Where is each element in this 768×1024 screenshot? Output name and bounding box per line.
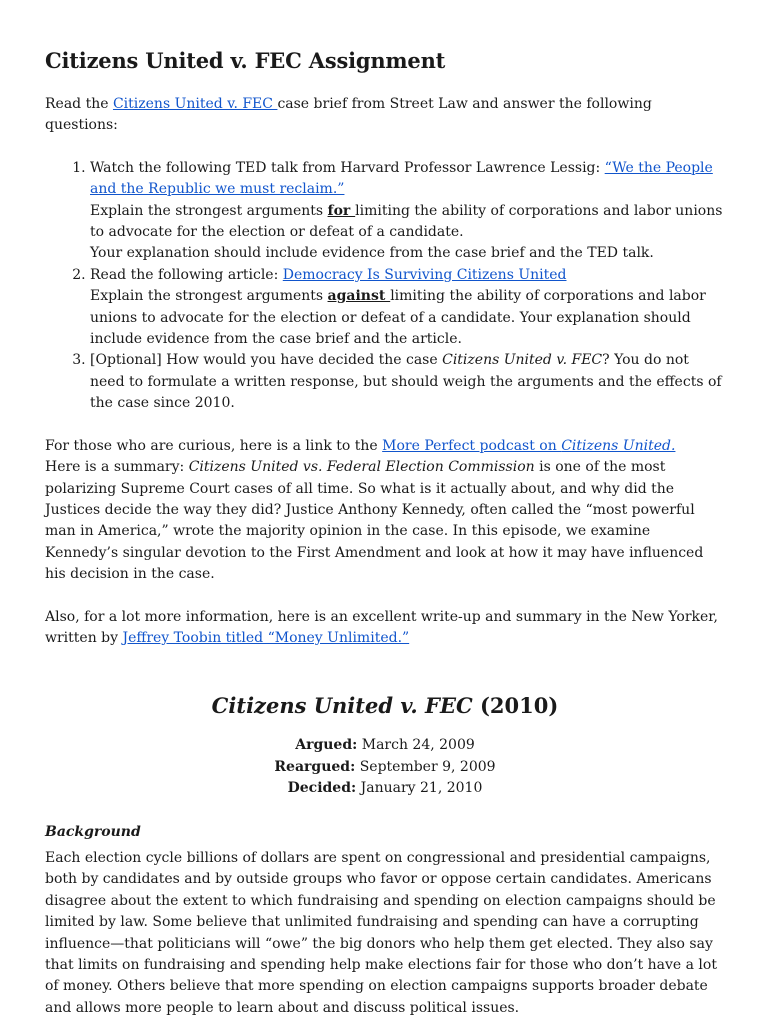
- decided-date: Decided: January 21, 2010: [287, 780, 483, 797]
- new-yorker-link[interactable]: Jeffrey Toobin titled “Money Unlimited.”: [122, 629, 410, 646]
- article-link[interactable]: Democracy Is Surviving Citizens United: [282, 266, 567, 283]
- new-yorker-paragraph: Also, for a lot more information, here is an excellent write-up and summary in the New Yorker, written by Jeffrey Toobin titled “Money Unlimited.”: [45, 608, 718, 646]
- argued-date: Argued: March 24, 2009: [295, 737, 475, 754]
- case-title: Citizens United v. FEC (2010): [211, 693, 559, 719]
- background-text: Each election cycle billions of dollars are spent on congressional and presidential campaigns, both by candidates and by outside groups who favor or oppose certain candidates. Americans disagree about the extent to which fundraising and spending on election campaigns should be limited by law. Some believe that unlimited fundraising and spending can have a corrupting influence—that politicians will “owe” the big donors who help them get elected. They also say that limits on fundraising and spending help make elections fair for those who don’t have a lot of money. Others believe that more spending on election campaigns supports broader debate and allows more people to learn about and discuss political issues.: [45, 849, 717, 1016]
- question-item-3: 3. [Optional] How would you have decided the case Citizens United v. FEC? You do not need to formulate a written response, but should weigh the arguments and the effects of the case since 2010.: [90, 350, 725, 414]
- curious-paragraph: For those who are curious, here is a link to the More Perfect podcast on Citizens United. Here is a summary: Citizens United vs. Federal Election Commission is one of the most polarizing Supreme Court cases of all time. So what is it actually about, and why did the Justices decide the way they did? Justice Anthony Kennedy, often called the “most powerful man in America,” wrote the majority opinion in the case. In this episode, we examine Kennedy’s singular devotion to the First Amendment and look at how it may have influenced his decision in the case.: [45, 437, 704, 583]
- for-emphasis: for: [327, 202, 356, 219]
- document-page: [45, 46, 725, 1019]
- page-title: Citizens United v. FEC Assignment: [45, 48, 446, 73]
- reargued-date: Reargued: September 9, 2009: [274, 758, 496, 775]
- intro-paragraph: Read the Citizens United v. FEC case brief from Street Law and answer the following questions:: [45, 96, 652, 134]
- background-heading: Background: [45, 823, 141, 840]
- ted-talk-link[interactable]: “We the People and the Republic we must reclaim.”: [90, 159, 713, 198]
- case-brief-link[interactable]: Citizens United v. FEC: [112, 96, 278, 112]
- questions-list: [45, 158, 725, 415]
- case-dates: [45, 735, 725, 799]
- question-item-2: 2. Read the following article: Democracy Is Surviving Citizens United Explain the strongest arguments against limiting the ability of corporations and labor unions to advocate for the election or defeat of a candidate. Your explanation should include evidence from the case brief and the article.: [90, 265, 725, 351]
- podcast-link[interactable]: More Perfect podcast on Citizens United.: [382, 437, 676, 454]
- question-item-1: 1. Watch the following TED talk from Harvard Professor Lawrence Lessig: “We the People and the Republic we must reclaim.” Explain the strongest arguments for limiting the ability of corporations and labor unions to advocate for the election or defeat of a candidate. Your explanation should include evidence from the case brief and the TED talk.: [90, 158, 725, 265]
- against-emphasis: against: [327, 288, 391, 305]
